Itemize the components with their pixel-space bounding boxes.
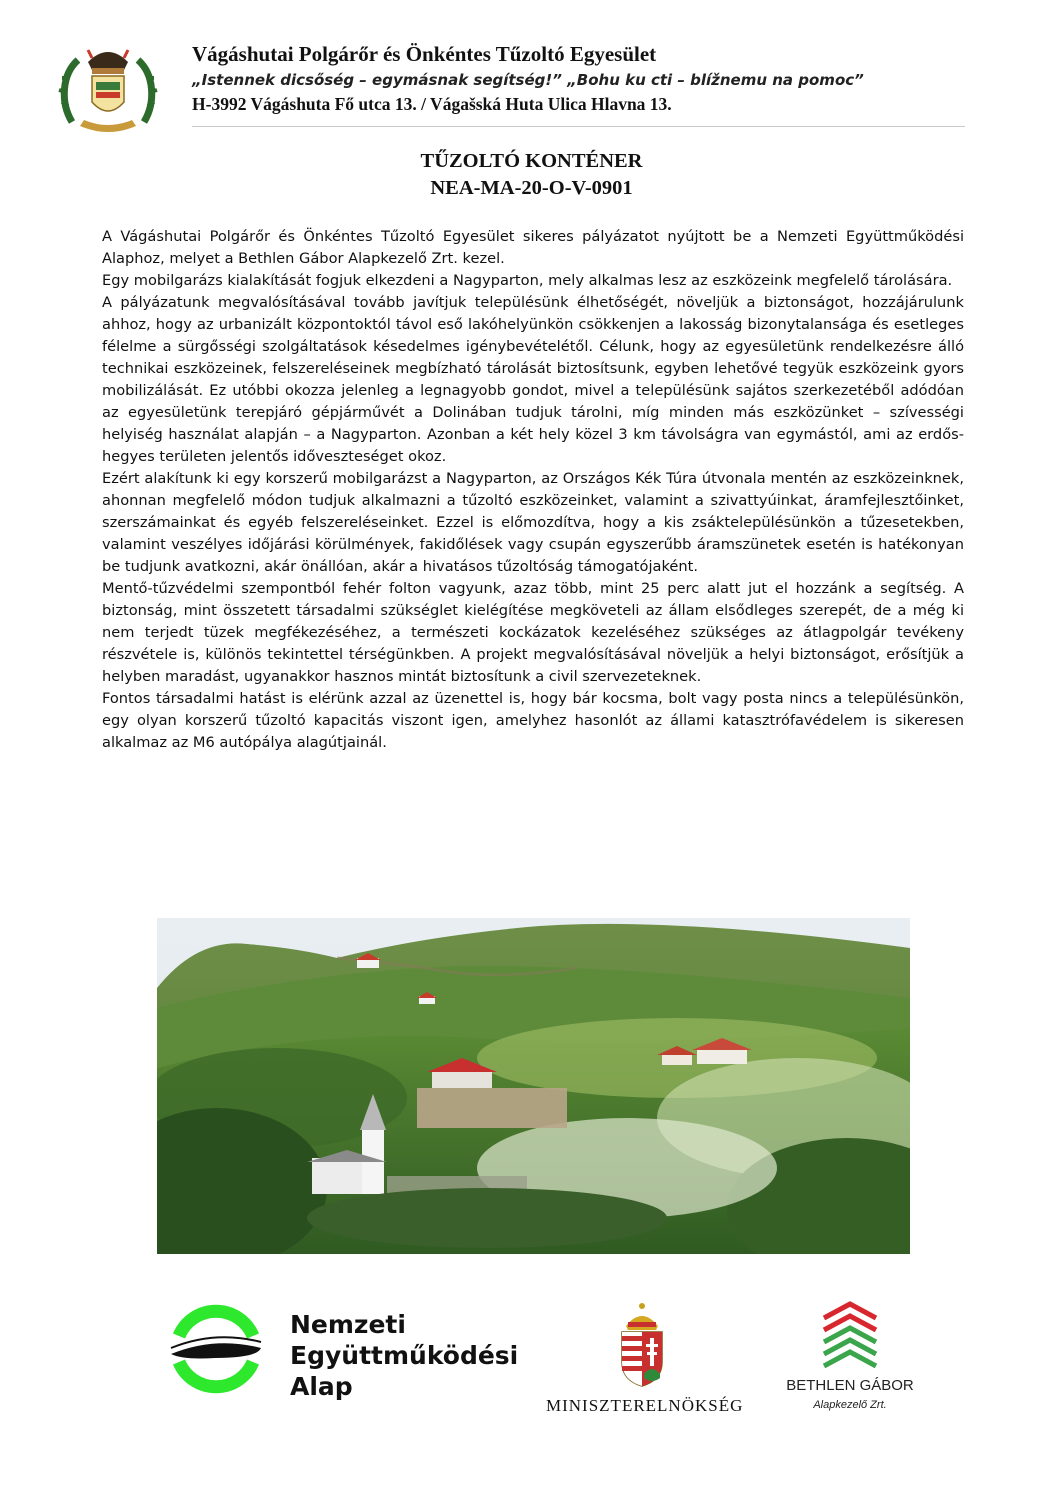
paragraph: Egy mobilgarázs kialakítását fogjuk elkezdeni a Nagyparton, mely alkalmas lesz az eszközeink megfelelő tárolására. [102,272,953,289]
bethlen-gabor-subtitle: Alapkezelő Zrt. [813,1399,887,1411]
nea-logo-text [290,1309,518,1402]
organization-name: Vágáshutai Polgárőr és Önkéntes Tűzoltó Egyesület [192,42,657,66]
paragraph: Fontos társadalmi hatást is elérünk azzal az üzenettel is, hogy bár kocsma, bolt vagy posta nincs a településünkön, egy olyan korszerű tűzoltó kapacitás viszont igen, amelyhez hasonlót az állami katasztrófavédelem is sikeresen alkalmaz az M6 autópálya alagútjainál. [102,690,964,751]
paragraph: A pályázatunk megvalósításával tovább javítjuk településünk élhetőségét, növeljük a biztonságot, hozzájárulunk ahhoz, hogy az urbanizált központoktól távol eső lakóhelyünkön csökkenjen a lakosság bizonytalansága és esetleges félelme a sürgősségi szolgáltatások késedelmes igénybevételétől. Célunk, hogy az egyesületünk rendelkezésre álló technikai eszközeinek, felszereléseinek megbízható tárolását biztosítsunk, egyben lehetővé tegyük eszközeink gyors mobilizálását. Ez utóbbi okozza jelenleg a legnagyobb gondot, mivel a településünk sajátos szerkezetéből adódóan az egyesületünk terepjáró gépjárművét a Dolinában tudjuk tárolni, míg minden más eszközünket – szívességi helyiség használat alapján – a Nagyparton. Azonban a két hely közel 3 km távolságra van egymástól, ami az erdős-hegyes területen jelentős időveszteséget okoz. [102,294,964,465]
bethlen-gabor-name: BETHLEN GÁBOR [786,1377,914,1394]
paragraph: A Vágáshutai Polgárőr és Önkéntes Tűzoltó Egyesület sikeres pályázatot nyújtott be a Nemzeti Együttműködési Alaphoz, melyet a Bethlen Gábor Alapkezelő Zrt. kezel. [102,228,964,267]
nea-line: Együttműködési [290,1341,519,1370]
paragraph: Mentő-tűzvédelmi szempontból fehér folton vagyunk, azaz több, mint 25 perc alatt jut el hozzánk a segítség. A biztonság, mint összetett társadalmi szükséglet kielégítése megköveteli az állam elsődleges szerepét, de a még ki nem terjedt tüzek megfékezéséhez, a természeti kockázatok kezeléséhez szükséges az átlagpolgár tevékeny részvétele is, különös tekintettel térségünkben. A projekt megvalósításával növeljük a helyi biztonságot, erősítjük a helyben maradást, ugyanakkor hasznos mintát biztosítunk a civil szervezeteknek. [102,580,964,685]
body-text [102,226,964,754]
hungarian-coat-of-arms-icon [614,1300,670,1390]
bethlen-gabor-logo-icon [818,1300,882,1372]
header-divider [192,126,965,127]
document-title: TŰZOLTÓ KONTÉNER [420,150,643,172]
ministry-name: MINISZTERELNÖKSÉG [546,1396,744,1415]
village-photo [157,918,910,1254]
fire-brigade-emblem-icon [58,40,158,140]
nea-line: Alap [290,1372,353,1401]
paragraph: Ezért alakítunk ki egy korszerű mobilgarázst a Nagyparton, az Országos Kék Túra útvonala mentén az eszközeinknek, ahonnan megfelelő módon tudjuk alkalmazni a tűzoltó eszközeinket, valamint a szivattyúinkat, áramfejlesztőinket, szerszámainkat és egyéb felszereléseinket. Ezzel is előmozdítva, hogy a kis zsáktelepülésünkön a tűzesetekben, valamint veszélyes időjárási körülmények, fakidőlések vagy csupán egyszerűbb áramszünetek esetén is hatékonyan be tudjunk avatkozni, akár önállóan, akár a hivatásos tűzoltóság támogatójaként. [102,470,964,575]
letterhead [192,40,992,117]
nea-logo-icon [165,1298,267,1400]
address: H-3992 Vágáshuta Fő utca 13. / Vágašská Huta Ulica Hlavna 13. [192,94,672,114]
motto: „Istennek dicsőség – egymásnak segítség!” „Bohu ku cti – blížnemu na pomoc” [192,71,864,89]
project-code: NEA-MA-20-O-V-0901 [430,177,633,199]
nea-line: Nemzeti [290,1310,406,1339]
